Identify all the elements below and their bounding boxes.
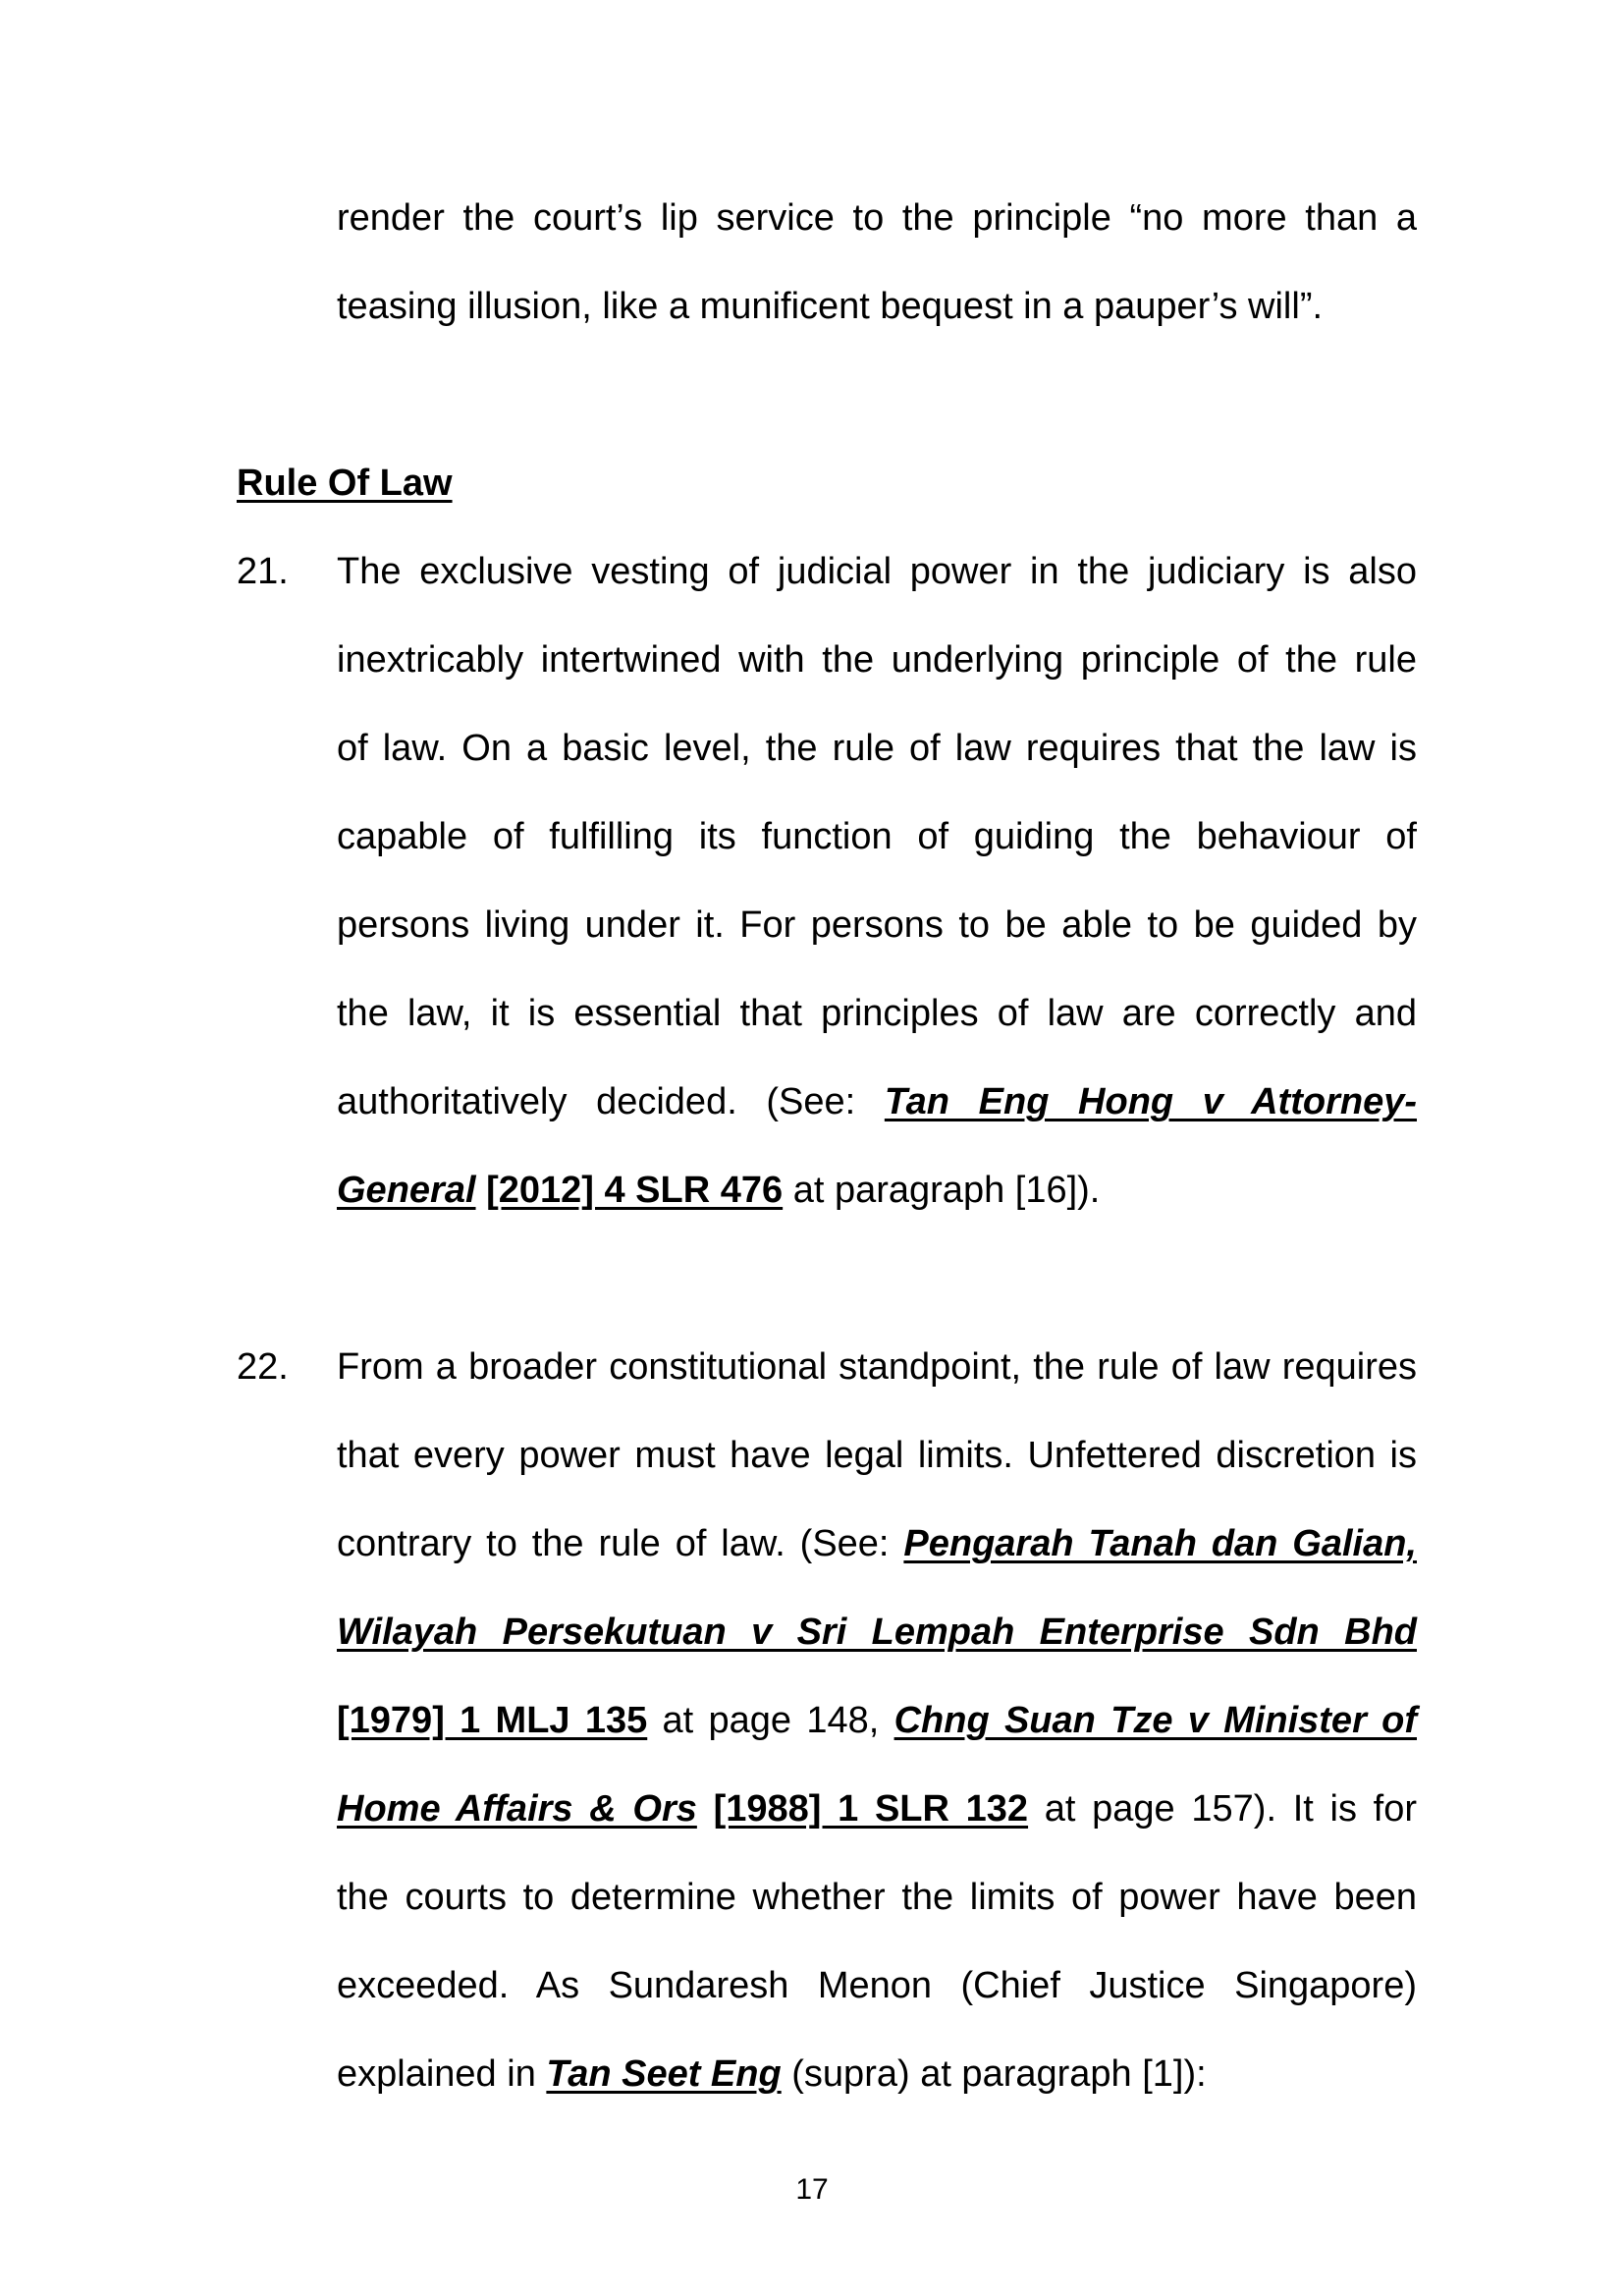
para22-line-1: From a broader constitutional standpoint, the rule of law requires: [337, 1346, 1417, 1388]
para21-line-1: The exclusive vesting of judicial power in the judiciary is also: [337, 551, 1417, 592]
para22-line-8: exceeded. As Sundaresh Menon (Chief Justice Singapore): [337, 1965, 1417, 2006]
paragraph-number-22: 22.: [237, 1346, 289, 1388]
section-heading: Rule Of Law: [237, 463, 453, 504]
case-pengarah-tanah: Pengarah Tanah dan Galian,: [903, 1523, 1417, 1564]
para22-line-4: [337, 1609, 1417, 1656]
citation-1979-1-mlj-135: [1979] 1 MLJ 135: [337, 1700, 648, 1741]
page-number: 17: [795, 2173, 829, 2206]
intro-line-1: render the court’s lip service to the principle “no more than a: [337, 197, 1417, 239]
paragraph-number-21: 21.: [237, 551, 289, 592]
para22-line-3-text: contrary to the rule of law. (See:: [337, 1523, 890, 1564]
para21-line-2: inextricably intertwined with the underlying principle of the rule: [337, 639, 1417, 681]
para22-line-9: [337, 2050, 1417, 2098]
case-tan-eng-hong: Tan Eng Hong v Attorney-: [884, 1081, 1417, 1122]
para22-line-9-text-2: (supra) at paragraph [1]):: [791, 2053, 1207, 2095]
case-chng-suan-tze: Chng Suan Tze v Minister of: [893, 1700, 1418, 1741]
para21-line-7-text: authoritatively decided. (See:: [337, 1081, 856, 1122]
para21-line-4: capable of fulfilling its function of guiding the behaviour of: [337, 816, 1417, 857]
case-tan-eng-hong-cont: General: [337, 1170, 476, 1211]
case-pengarah-tanah-cont: Wilayah Persekutuan v Sri Lempah Enterprise Sdn Bhd: [337, 1612, 1417, 1653]
intro-line-2: teasing illusion, like a munificent bequest in a pauper’s will”.: [337, 286, 1324, 327]
para22-line-3: [337, 1520, 1417, 1567]
para22-line-7: the courts to determine whether the limits of power have been: [337, 1877, 1417, 1918]
para22-line-5: [337, 1697, 1417, 1744]
para21-line-3: of law. On a basic level, the rule of law requires that the law is: [337, 728, 1417, 769]
para22-line-9-text: explained in: [337, 2053, 536, 2095]
para21-line-6: the law, it is essential that principles of law are correctly and: [337, 993, 1417, 1034]
case-tan-seet-eng: Tan Seet Eng: [546, 2053, 782, 2095]
citation-2012-4-slr-476: [2012] 4 SLR 476: [486, 1170, 784, 1211]
para21-line-5: persons living under it. For persons to be able to be guided by: [337, 904, 1417, 946]
para22-line-5-text: at page 148,: [662, 1700, 880, 1741]
para21-line-7: [337, 1078, 1417, 1125]
para22-line-6-text: at page 157). It is for: [1044, 1788, 1417, 1830]
para21-line-8: [337, 1167, 1417, 1214]
para22-line-2: that every power must have legal limits. Unfettered discretion is: [337, 1435, 1417, 1476]
citation-1988-1-slr-132: [1988] 1 SLR 132: [713, 1788, 1029, 1830]
para21-line-8-text: at paragraph [16]).: [792, 1170, 1101, 1211]
case-chng-suan-tze-cont: Home Affairs & Ors: [337, 1788, 697, 1830]
para22-line-6: [337, 1785, 1417, 1832]
